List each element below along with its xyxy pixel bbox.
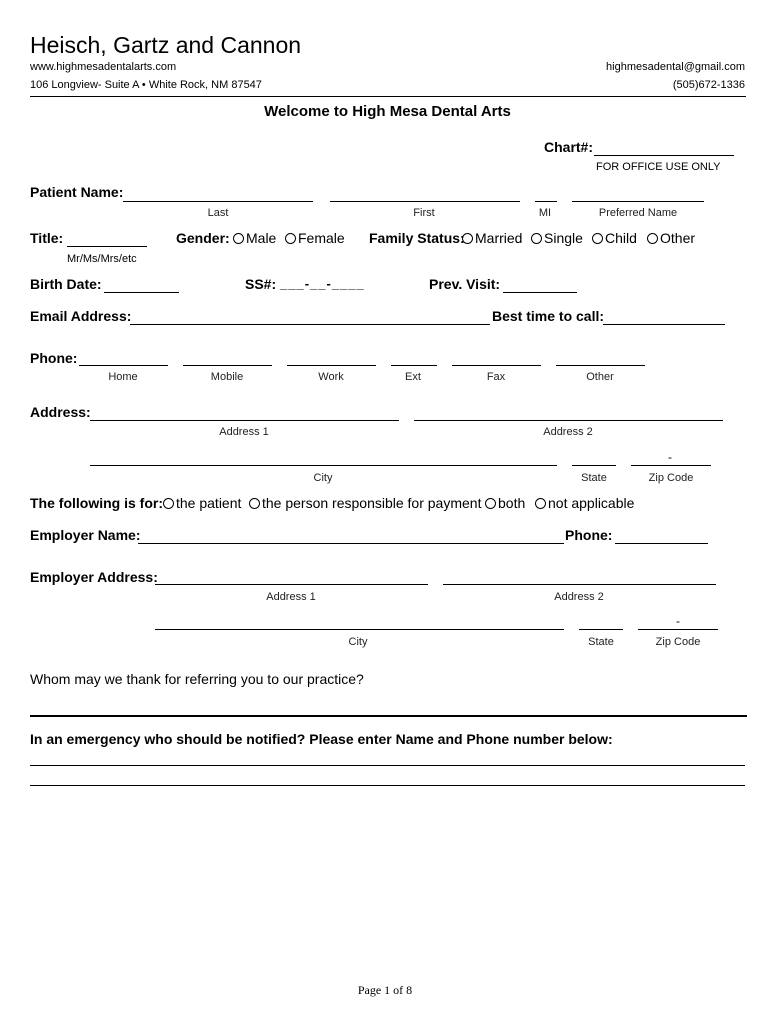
address1-field[interactable]: [90, 420, 399, 421]
address2-sublabel: Address 2: [543, 426, 593, 438]
mi-sublabel: MI: [538, 207, 552, 219]
title-hint: Mr/Ms/Mrs/etc: [67, 253, 137, 265]
first-sublabel: First: [413, 207, 435, 219]
office-phone: (505)672-1336: [672, 79, 745, 91]
family-married-option[interactable]: [462, 230, 522, 246]
header-divider: [30, 96, 746, 97]
employer-zip-sublabel: Zip Code: [655, 636, 701, 648]
email-label: Email Address:: [30, 308, 132, 324]
employer-zip-dash: -: [676, 614, 680, 628]
mi-field[interactable]: [535, 201, 557, 202]
following-na-label: not applicable: [548, 495, 635, 511]
preferred-name-field[interactable]: [572, 201, 704, 202]
employer-address1-sublabel: Address 1: [266, 591, 316, 603]
phone-fax-field[interactable]: [452, 365, 541, 366]
employer-phone-field[interactable]: [615, 543, 708, 544]
last-name-field[interactable]: [123, 201, 313, 202]
following-responsible-label: the person responsible for payment: [262, 495, 482, 511]
best-time-field[interactable]: [603, 324, 725, 325]
family-married-label: Married: [475, 230, 523, 246]
first-name-field[interactable]: [330, 201, 520, 202]
city-field[interactable]: [90, 465, 557, 466]
employer-city-sublabel: City: [348, 636, 368, 648]
gender-female-radio[interactable]: [285, 233, 296, 244]
family-child-label: Child: [605, 230, 637, 246]
employer-phone-label: Phone:: [565, 527, 613, 543]
phone-home-sublabel: Home: [108, 371, 138, 383]
following-responsible-option[interactable]: [249, 495, 481, 511]
following-both-radio[interactable]: [485, 498, 496, 509]
family-child-option[interactable]: [592, 230, 637, 246]
city-sublabel: City: [313, 472, 333, 484]
company-name: Heisch, Gartz and Cannon: [30, 32, 302, 58]
email-field[interactable]: [130, 324, 490, 325]
following-patient-option[interactable]: [163, 495, 241, 511]
phone-mobile-sublabel: Mobile: [210, 371, 244, 383]
employer-state-sublabel: State: [588, 636, 614, 648]
phone-ext-sublabel: Ext: [405, 371, 421, 383]
patient-name-label: Patient Name:: [30, 184, 124, 200]
following-label: The following is for:: [30, 495, 163, 511]
phone-other-field[interactable]: [556, 365, 645, 366]
gender-label: Gender:: [176, 230, 230, 246]
gender-male-option[interactable]: [233, 230, 276, 246]
phone-work-field[interactable]: [287, 365, 376, 366]
best-time-label: Best time to call:: [492, 308, 605, 324]
following-responsible-radio[interactable]: [249, 498, 260, 509]
family-other-label: Other: [660, 230, 696, 246]
zip-field[interactable]: [631, 465, 711, 466]
gender-male-label: Male: [246, 230, 277, 246]
title-field[interactable]: [67, 246, 147, 247]
employer-city-field[interactable]: [155, 629, 564, 630]
state-field[interactable]: [572, 465, 616, 466]
chart-label: Chart#:: [544, 139, 594, 155]
family-other-option[interactable]: [647, 230, 695, 246]
phone-work-sublabel: Work: [318, 371, 344, 383]
family-single-label: Single: [544, 230, 583, 246]
family-single-option[interactable]: [531, 230, 583, 246]
page-number: Page 1 of 8: [357, 983, 413, 997]
employer-address-label: Employer Address:: [30, 569, 158, 585]
phone-label: Phone:: [30, 350, 78, 366]
title-label: Title:: [30, 230, 64, 246]
preferred-sublabel: Preferred Name: [598, 207, 678, 219]
ss-label: SS#:: [245, 276, 277, 292]
following-patient-label: the patient: [176, 495, 242, 511]
following-na-option[interactable]: [535, 495, 634, 511]
employer-name-field[interactable]: [138, 543, 564, 544]
employer-state-field[interactable]: [579, 629, 623, 630]
emergency-question: In an emergency who should be notified? Please enter Name and Phone number below:: [30, 731, 613, 747]
phone-home-field[interactable]: [79, 365, 168, 366]
emergency-field-1[interactable]: [30, 765, 745, 766]
office-address: 106 Longview- Suite A • White Rock, NM 87547: [30, 79, 262, 91]
phone-ext-field[interactable]: [391, 365, 437, 366]
following-na-radio[interactable]: [535, 498, 546, 509]
family-child-radio[interactable]: [592, 233, 603, 244]
website-link[interactable]: www.highmesadentalarts.com: [30, 61, 177, 73]
zip-sublabel: Zip Code: [648, 472, 694, 484]
ss-field[interactable]: ___-__-____: [280, 276, 365, 291]
employer-address2-sublabel: Address 2: [554, 591, 604, 603]
zip-dash: -: [668, 450, 672, 464]
employer-address1-field[interactable]: [155, 584, 428, 585]
prev-visit-label: Prev. Visit:: [429, 276, 501, 292]
office-email[interactable]: highmesadental@gmail.com: [606, 61, 745, 73]
following-both-label: both: [498, 495, 526, 511]
gender-female-option[interactable]: [285, 230, 345, 246]
family-status-label: Family Status:: [369, 230, 465, 246]
family-single-radio[interactable]: [531, 233, 542, 244]
gender-male-radio[interactable]: [233, 233, 244, 244]
address2-field[interactable]: [414, 420, 723, 421]
phone-other-sublabel: Other: [586, 371, 614, 383]
emergency-field-2[interactable]: [30, 785, 745, 786]
birth-date-field[interactable]: [104, 292, 179, 293]
referral-question: Whom may we thank for referring you to our practice?: [30, 671, 364, 687]
referral-field[interactable]: [30, 715, 747, 717]
employer-name-label: Employer Name:: [30, 527, 141, 543]
family-married-radio[interactable]: [462, 233, 473, 244]
address-label: Address:: [30, 404, 91, 420]
gender-female-label: Female: [298, 230, 345, 246]
family-other-radio[interactable]: [647, 233, 658, 244]
form-title: Welcome to High Mesa Dental Arts: [264, 103, 511, 120]
following-both-option[interactable]: [485, 495, 525, 511]
phone-fax-sublabel: Fax: [486, 371, 506, 383]
birth-date-label: Birth Date:: [30, 276, 102, 292]
last-sublabel: Last: [207, 207, 229, 219]
employer-address2-field[interactable]: [443, 584, 716, 585]
prev-visit-field[interactable]: [503, 292, 577, 293]
office-use-note: FOR OFFICE USE ONLY: [596, 161, 721, 173]
chart-field[interactable]: [594, 155, 734, 156]
address1-sublabel: Address 1: [219, 426, 269, 438]
phone-mobile-field[interactable]: [183, 365, 272, 366]
state-sublabel: State: [581, 472, 607, 484]
employer-zip-field[interactable]: [638, 629, 718, 630]
following-patient-radio[interactable]: [163, 498, 174, 509]
